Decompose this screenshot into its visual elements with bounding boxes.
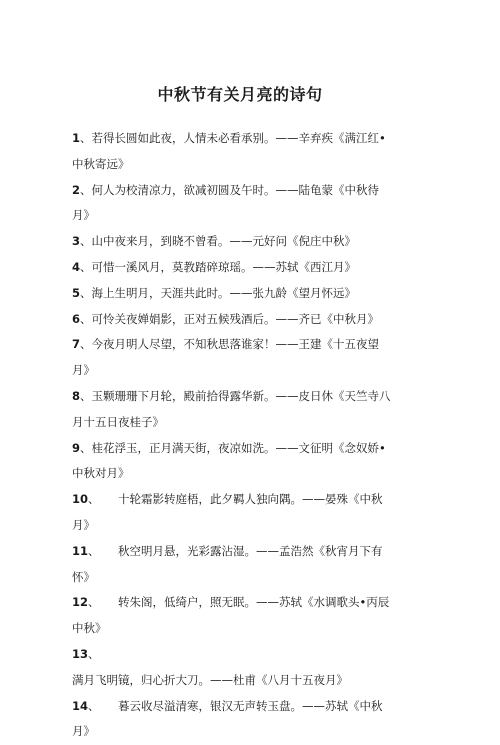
- poem-separator: 、: [80, 311, 92, 326]
- poem-line: [72, 642, 392, 694]
- poem-text: 十轮霜影转庭梧，此夕羁人独向隅。——晏殊《中秋月》: [72, 492, 383, 532]
- poem-separator: 、: [88, 543, 100, 558]
- poem-line: [72, 694, 392, 745]
- poem-text: 暮云收尽溢清寒，银汉无声转玉盘。——苏轼《中秋月》: [72, 698, 383, 739]
- poem-line: [72, 307, 392, 333]
- poem-number: 4: [72, 259, 81, 274]
- poem-number: 10: [72, 492, 89, 507]
- poem-separator: 、: [80, 285, 92, 300]
- poem-line: [72, 229, 392, 255]
- poem-text: 可惜一溪风月，莫教踏碎琼瑶。——苏轼《西江月》: [91, 259, 357, 274]
- poem-number: 5: [72, 285, 81, 300]
- poem-line: [72, 590, 392, 642]
- poem-text: 山中夜来月，到晓不曾看。——元好问《倪庄中秋》: [91, 234, 357, 249]
- poem-separator: 、: [88, 595, 100, 610]
- poem-separator: 、: [80, 388, 92, 403]
- poem-line: [72, 539, 392, 591]
- poem-separator: 、: [80, 182, 92, 197]
- poem-text: 秋空明月悬，光彩露沾湿。——孟浩然《秋宵月下有怀》: [72, 543, 383, 584]
- poem-text: 可怜关夜婵娟影，正对五候残酒后。——齐已《中秋月》: [91, 311, 380, 326]
- poem-text: 桂花浮玉，正月满天街，夜凉如洗。——文征明《念奴娇•中秋对月》: [72, 440, 386, 481]
- poem-text: 若得长圆如此夜，人情未必看承别。——辛弃疾《满江红•中秋寄远》: [72, 131, 386, 171]
- poem-separator: 、: [80, 234, 92, 249]
- poem-line: [72, 178, 392, 230]
- poem-separator: 、: [80, 337, 92, 352]
- poem-number: 7: [72, 337, 81, 352]
- poem-line: [72, 126, 392, 178]
- poem-text: 海上生明月，天涯共此时。——张九龄《望月怀远》: [91, 285, 357, 300]
- poem-line: [72, 487, 392, 539]
- poem-separator: 、: [88, 698, 100, 713]
- poem-line: [72, 332, 392, 384]
- poem-number: 14: [72, 698, 89, 713]
- poem-separator: 、: [80, 440, 92, 455]
- page-title: 中秋节有关月亮的诗句: [157, 85, 323, 104]
- poem-line: [72, 436, 392, 488]
- poem-number: 6: [72, 311, 81, 326]
- poem-text: 何人为校清凉力，欲减初圆及午时。——陆龟蒙《中秋待月》: [72, 182, 380, 223]
- poem-separator: 、: [80, 131, 92, 145]
- poem-number: 12: [72, 595, 89, 610]
- poem-text: 玉颗珊珊下月轮，殿前拾得露华新。——皮日休《天竺寺八月十五日夜桂子》: [72, 388, 391, 429]
- poem-number: 1: [72, 131, 81, 145]
- poem-text: 满月飞明镜，归心折大刀。——杜甫《八月十五夜月》: [72, 672, 348, 687]
- poem-line: [72, 281, 392, 307]
- poem-separator: 、: [80, 259, 92, 274]
- poem-text: 今夜月明人尽望，不知秋思落谁家！——王建《十五夜望月》: [72, 337, 380, 378]
- poem-separator: 、: [88, 646, 100, 661]
- poem-line: [72, 384, 392, 436]
- poem-number: 9: [72, 440, 81, 455]
- poem-list: [72, 126, 392, 745]
- poem-number: 11: [72, 543, 89, 558]
- poem-line: [72, 255, 392, 281]
- poem-number: 3: [72, 234, 81, 249]
- poem-number: 2: [72, 182, 81, 197]
- poem-number: 8: [72, 388, 81, 403]
- poem-number: 13: [72, 646, 89, 661]
- poem-separator: 、: [88, 492, 100, 507]
- poem-text: 转朱阁，低绮户，照无眠。——苏轼《水调歌头•丙辰中秋》: [72, 595, 390, 636]
